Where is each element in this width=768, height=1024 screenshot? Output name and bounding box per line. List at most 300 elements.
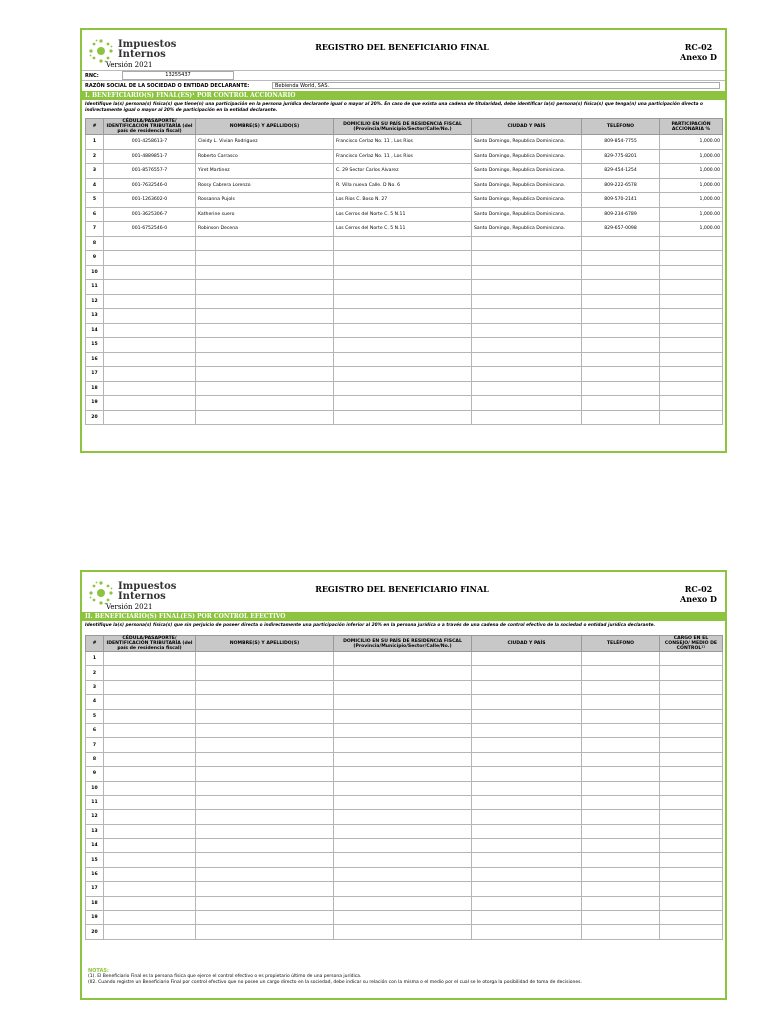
phone-cell[interactable] xyxy=(582,752,660,766)
id-cell[interactable] xyxy=(104,853,196,867)
id-cell[interactable]: 001-7632546-0 xyxy=(104,178,196,193)
name-cell[interactable] xyxy=(196,396,334,411)
form-code xyxy=(680,42,717,62)
phone-cell[interactable]: 829-657-0098 xyxy=(582,222,660,237)
phone-cell[interactable] xyxy=(582,911,660,925)
phone-cell[interactable] xyxy=(582,824,660,838)
city-cell[interactable] xyxy=(472,236,582,251)
city-cell[interactable] xyxy=(472,410,582,425)
name-cell[interactable] xyxy=(196,709,334,723)
table-row xyxy=(86,149,723,164)
table-row xyxy=(86,280,723,295)
row-number: 8 xyxy=(86,752,104,766)
address-cell[interactable] xyxy=(334,824,472,838)
address-cell[interactable]: R. Villa nueva Calle. D No. 6 xyxy=(334,178,472,193)
address-cell[interactable] xyxy=(334,236,472,251)
phone-cell[interactable] xyxy=(582,925,660,939)
row-number: 20 xyxy=(86,410,104,425)
table-row xyxy=(86,222,723,237)
control-cell[interactable] xyxy=(660,824,723,838)
control-cell[interactable] xyxy=(660,666,723,680)
id-cell[interactable] xyxy=(104,280,196,295)
city-cell[interactable] xyxy=(472,795,582,809)
name-cell[interactable] xyxy=(196,338,334,353)
phone-cell[interactable] xyxy=(582,795,660,809)
control-cell[interactable] xyxy=(660,781,723,795)
city-cell[interactable] xyxy=(472,381,582,396)
city-cell[interactable] xyxy=(472,867,582,881)
address-cell[interactable] xyxy=(334,853,472,867)
id-cell[interactable] xyxy=(104,367,196,382)
address-cell[interactable]: Los Cerros del Norte C. 5 N.11 xyxy=(334,207,472,222)
row-number: 7 xyxy=(86,222,104,237)
table-row xyxy=(86,767,723,781)
control-cell[interactable] xyxy=(660,795,723,809)
phone-cell[interactable] xyxy=(582,280,660,295)
control-cell[interactable] xyxy=(660,723,723,737)
city-cell[interactable] xyxy=(472,781,582,795)
id-cell[interactable] xyxy=(104,680,196,694)
name-cell[interactable] xyxy=(196,680,334,694)
phone-cell[interactable] xyxy=(582,695,660,709)
participation-cell[interactable]: 1,000.00 xyxy=(660,207,723,222)
city-cell[interactable] xyxy=(472,738,582,752)
form-annex: Anexo D xyxy=(680,594,717,604)
address-cell[interactable]: Los Rios C. Boso N. 27 xyxy=(334,193,472,208)
id-cell[interactable] xyxy=(104,723,196,737)
address-cell[interactable] xyxy=(334,767,472,781)
address-cell[interactable] xyxy=(334,867,472,881)
phone-cell[interactable] xyxy=(582,367,660,382)
address-cell[interactable]: Los Cerros del Norte C. 5 N.11 xyxy=(334,222,472,237)
phone-cell[interactable] xyxy=(582,396,660,411)
id-cell[interactable] xyxy=(104,251,196,266)
id-cell[interactable] xyxy=(104,396,196,411)
id-cell[interactable]: 001-3625306-7 xyxy=(104,207,196,222)
table-row xyxy=(86,752,723,766)
table-row xyxy=(86,824,723,838)
name-cell[interactable] xyxy=(196,795,334,809)
table-row xyxy=(86,164,723,179)
id-cell[interactable] xyxy=(104,709,196,723)
address-cell[interactable]: Francisco Cerlaz No. 11 , Los Rios xyxy=(334,149,472,164)
column-header: PARTICIPACIÓN ACCIONARIA % xyxy=(660,119,723,135)
address-cell[interactable] xyxy=(334,810,472,824)
id-cell[interactable] xyxy=(104,767,196,781)
city-cell[interactable] xyxy=(472,709,582,723)
id-cell[interactable] xyxy=(104,925,196,939)
control-cell[interactable] xyxy=(660,867,723,881)
row-number: 2 xyxy=(86,666,104,680)
phone-cell[interactable]: 809-234-6789 xyxy=(582,207,660,222)
row-number: 17 xyxy=(86,367,104,382)
id-cell[interactable] xyxy=(104,666,196,680)
phone-cell[interactable] xyxy=(582,723,660,737)
id-cell[interactable] xyxy=(104,795,196,809)
phone-cell[interactable] xyxy=(582,738,660,752)
name-cell[interactable] xyxy=(196,294,334,309)
name-cell[interactable] xyxy=(196,280,334,295)
column-header: CIUDAD Y PAÍS xyxy=(472,119,582,135)
control-cell[interactable] xyxy=(660,767,723,781)
participation-cell[interactable]: 1,000.00 xyxy=(660,164,723,179)
address-cell[interactable] xyxy=(334,911,472,925)
name-cell[interactable] xyxy=(196,824,334,838)
participation-cell[interactable] xyxy=(660,323,723,338)
city-cell[interactable]: Santo Domingo, Republica Dominicana. xyxy=(472,222,582,237)
phone-cell[interactable] xyxy=(582,767,660,781)
participation-cell[interactable] xyxy=(660,396,723,411)
participation-cell[interactable]: 1,000.00 xyxy=(660,135,723,150)
name-cell[interactable]: Yiret Martinez xyxy=(196,164,334,179)
participation-cell[interactable]: 1,000.00 xyxy=(660,149,723,164)
name-cell[interactable] xyxy=(196,925,334,939)
table-row xyxy=(86,839,723,853)
id-cell[interactable]: 001-4258613-7 xyxy=(104,135,196,150)
control-cell[interactable] xyxy=(660,911,723,925)
city-cell[interactable] xyxy=(472,925,582,939)
name-cell[interactable] xyxy=(196,695,334,709)
row-number: 1 xyxy=(86,652,104,666)
phone-cell[interactable]: 809-222-6578 xyxy=(582,178,660,193)
table-row xyxy=(86,367,723,382)
section1-instructions: Identifique la(s) persona(s) física(s) que tiene(n) una participación en la persona jurídica declarante igual o mayor al 20%. En caso de que exista una cadena de titularidad, debe identificar la(s) persona(s) física(s) que tenga(n) una participación directa o indirectamente igual o mayor al 20% de participación en la entidad declarante. xyxy=(85,102,703,113)
city-cell[interactable] xyxy=(472,695,582,709)
city-cell[interactable] xyxy=(472,824,582,838)
participation-cell[interactable] xyxy=(660,265,723,280)
city-cell[interactable]: Santo Domingo, Republica Dominicana. xyxy=(472,164,582,179)
phone-cell[interactable] xyxy=(582,882,660,896)
participation-cell[interactable] xyxy=(660,381,723,396)
participation-cell[interactable] xyxy=(660,294,723,309)
razon-social-row xyxy=(82,80,725,91)
control-cell[interactable] xyxy=(660,882,723,896)
table-row xyxy=(86,911,723,925)
control-cell[interactable] xyxy=(660,709,723,723)
address-cell[interactable] xyxy=(334,882,472,896)
address-cell[interactable] xyxy=(334,752,472,766)
phone-cell[interactable] xyxy=(582,709,660,723)
id-cell[interactable] xyxy=(104,294,196,309)
name-cell[interactable] xyxy=(196,911,334,925)
address-cell[interactable] xyxy=(334,652,472,666)
table-row xyxy=(86,338,723,353)
form-code-number: RC-02 xyxy=(684,42,713,52)
table-row xyxy=(86,795,723,809)
id-cell[interactable]: 001-4889851-7 xyxy=(104,149,196,164)
address-cell[interactable] xyxy=(334,410,472,425)
id-cell[interactable] xyxy=(104,236,196,251)
participation-cell[interactable]: 1,000.00 xyxy=(660,222,723,237)
table-row xyxy=(86,251,723,266)
address-cell[interactable] xyxy=(334,280,472,295)
city-cell[interactable] xyxy=(472,911,582,925)
id-cell[interactable] xyxy=(104,265,196,280)
city-cell[interactable]: Santo Domingo, Republica Dominicana. xyxy=(472,135,582,150)
phone-cell[interactable] xyxy=(582,867,660,881)
city-cell[interactable] xyxy=(472,752,582,766)
address-cell[interactable] xyxy=(334,925,472,939)
table-row xyxy=(86,781,723,795)
city-cell[interactable]: Santo Domingo, Republica Dominicana. xyxy=(472,178,582,193)
participation-cell[interactable] xyxy=(660,367,723,382)
city-cell[interactable] xyxy=(472,396,582,411)
control-cell[interactable] xyxy=(660,695,723,709)
city-cell[interactable] xyxy=(472,338,582,353)
table-row xyxy=(86,709,723,723)
form-sheet-1 xyxy=(80,28,727,453)
id-cell[interactable] xyxy=(104,882,196,896)
name-cell[interactable]: Rossy Cabrera Lorenzo xyxy=(196,178,334,193)
address-cell[interactable] xyxy=(334,709,472,723)
row-number: 12 xyxy=(86,294,104,309)
id-cell[interactable] xyxy=(104,911,196,925)
id-cell[interactable] xyxy=(104,309,196,324)
address-cell[interactable]: Francisco Cerlaz No. 11 , Los Rios xyxy=(334,135,472,150)
name-cell[interactable] xyxy=(196,323,334,338)
row-number: 5 xyxy=(86,709,104,723)
id-cell[interactable] xyxy=(104,738,196,752)
name-cell[interactable] xyxy=(196,896,334,910)
id-cell[interactable] xyxy=(104,896,196,910)
address-cell[interactable] xyxy=(334,323,472,338)
phone-cell[interactable] xyxy=(582,294,660,309)
city-cell[interactable] xyxy=(472,323,582,338)
id-cell[interactable] xyxy=(104,338,196,353)
id-cell[interactable] xyxy=(104,752,196,766)
id-cell[interactable]: 001-8576557-7 xyxy=(104,164,196,179)
participation-cell[interactable] xyxy=(660,352,723,367)
name-cell[interactable] xyxy=(196,781,334,795)
name-cell[interactable] xyxy=(196,236,334,251)
phone-cell[interactable] xyxy=(582,381,660,396)
control-cell[interactable] xyxy=(660,738,723,752)
phone-cell[interactable]: 809-570-2141 xyxy=(582,193,660,208)
table-row xyxy=(86,193,723,208)
row-number: 7 xyxy=(86,738,104,752)
participation-cell[interactable] xyxy=(660,309,723,324)
address-cell[interactable]: C. 29 Sector Carlos Alvarez xyxy=(334,164,472,179)
row-number: 4 xyxy=(86,695,104,709)
note-2: (II2. Cuando registre un Beneficiario Final por control efectivo que no posee un cargo directo en la sociedad, debe indicar su relación con la misma o el medio por el cual se le otorga la posibilidad de toma de decisiones. xyxy=(88,980,582,985)
address-cell[interactable] xyxy=(334,896,472,910)
name-cell[interactable] xyxy=(196,752,334,766)
city-cell[interactable]: Santo Domingo, Republica Dominicana. xyxy=(472,193,582,208)
id-cell[interactable] xyxy=(104,381,196,396)
id-cell[interactable] xyxy=(104,410,196,425)
phone-cell[interactable] xyxy=(582,666,660,680)
name-cell[interactable] xyxy=(196,867,334,881)
row-number: 11 xyxy=(86,795,104,809)
address-cell[interactable] xyxy=(334,781,472,795)
table-row xyxy=(86,867,723,881)
address-cell[interactable] xyxy=(334,738,472,752)
participation-cell[interactable]: 1,000.00 xyxy=(660,193,723,208)
form-title: REGISTRO DEL BENEFICIARIO FINAL xyxy=(315,584,489,594)
name-cell[interactable] xyxy=(196,381,334,396)
table-row xyxy=(86,896,723,910)
control-cell[interactable] xyxy=(660,839,723,853)
name-cell[interactable] xyxy=(196,666,334,680)
phone-cell[interactable] xyxy=(582,853,660,867)
city-cell[interactable] xyxy=(472,280,582,295)
participation-cell[interactable] xyxy=(660,236,723,251)
address-cell[interactable] xyxy=(334,666,472,680)
phone-cell[interactable] xyxy=(582,680,660,694)
id-cell[interactable] xyxy=(104,323,196,338)
city-cell[interactable] xyxy=(472,882,582,896)
participation-cell[interactable] xyxy=(660,410,723,425)
city-cell[interactable] xyxy=(472,251,582,266)
column-header: CARGO EN EL CONSEJO/ MEDIO DE CONTROL¹¹ xyxy=(660,636,723,652)
id-cell[interactable] xyxy=(104,867,196,881)
address-cell[interactable] xyxy=(334,265,472,280)
name-cell[interactable] xyxy=(196,738,334,752)
city-cell[interactable] xyxy=(472,723,582,737)
control-cell[interactable] xyxy=(660,896,723,910)
phone-cell[interactable] xyxy=(582,338,660,353)
row-number: 16 xyxy=(86,867,104,881)
row-number: 20 xyxy=(86,925,104,939)
phone-cell[interactable] xyxy=(582,265,660,280)
name-cell[interactable] xyxy=(196,410,334,425)
city-cell[interactable] xyxy=(472,367,582,382)
city-cell[interactable] xyxy=(472,666,582,680)
form-title: REGISTRO DEL BENEFICIARIO FINAL xyxy=(315,42,489,52)
row-number: 4 xyxy=(86,178,104,193)
city-cell[interactable] xyxy=(472,652,582,666)
address-cell[interactable] xyxy=(334,309,472,324)
city-cell[interactable]: Santo Domingo, Republica Dominicana. xyxy=(472,207,582,222)
address-cell[interactable] xyxy=(334,695,472,709)
name-cell[interactable] xyxy=(196,309,334,324)
row-number: 13 xyxy=(86,824,104,838)
phone-cell[interactable] xyxy=(582,781,660,795)
rnc-field[interactable]: 13255437 xyxy=(122,71,234,80)
city-cell[interactable] xyxy=(472,839,582,853)
city-cell[interactable] xyxy=(472,680,582,694)
control-cell[interactable] xyxy=(660,652,723,666)
address-cell[interactable] xyxy=(334,294,472,309)
phone-cell[interactable] xyxy=(582,410,660,425)
name-cell[interactable]: Roberto Carrasco xyxy=(196,149,334,164)
phone-cell[interactable] xyxy=(582,352,660,367)
participation-cell[interactable]: 1,000.00 xyxy=(660,178,723,193)
participation-cell[interactable] xyxy=(660,280,723,295)
form-annex: Anexo D xyxy=(680,52,717,62)
brand-name xyxy=(118,582,176,602)
name-cell[interactable] xyxy=(196,251,334,266)
participation-cell[interactable] xyxy=(660,338,723,353)
id-cell[interactable] xyxy=(104,352,196,367)
phone-cell[interactable]: 829-454-1254 xyxy=(582,164,660,179)
control-cell[interactable] xyxy=(660,680,723,694)
row-number: 9 xyxy=(86,767,104,781)
name-cell[interactable]: Robinson Decena xyxy=(196,222,334,237)
participation-cell[interactable] xyxy=(660,251,723,266)
id-cell[interactable]: 001-6752546-0 xyxy=(104,222,196,237)
city-cell[interactable] xyxy=(472,309,582,324)
address-cell[interactable] xyxy=(334,396,472,411)
phone-cell[interactable] xyxy=(582,251,660,266)
phone-cell[interactable]: 829-775-8201 xyxy=(582,149,660,164)
address-cell[interactable] xyxy=(334,367,472,382)
name-cell[interactable]: Cleidy L. Vivian Rodriguez xyxy=(196,135,334,150)
name-cell[interactable] xyxy=(196,723,334,737)
row-number: 1 xyxy=(86,135,104,150)
column-header: CIUDAD Y PAÍS xyxy=(472,636,582,652)
phone-cell[interactable] xyxy=(582,896,660,910)
control-cell[interactable] xyxy=(660,810,723,824)
name-cell[interactable] xyxy=(196,810,334,824)
city-cell[interactable] xyxy=(472,767,582,781)
name-cell[interactable] xyxy=(196,352,334,367)
address-cell[interactable] xyxy=(334,381,472,396)
name-cell[interactable] xyxy=(196,839,334,853)
phone-cell[interactable]: 809-854-7755 xyxy=(582,135,660,150)
row-number: 18 xyxy=(86,381,104,396)
notes-block xyxy=(88,968,582,986)
address-cell[interactable] xyxy=(334,839,472,853)
phone-cell[interactable] xyxy=(582,839,660,853)
city-cell[interactable] xyxy=(472,853,582,867)
phone-cell[interactable] xyxy=(582,323,660,338)
id-cell[interactable] xyxy=(104,839,196,853)
id-cell[interactable] xyxy=(104,824,196,838)
name-cell[interactable] xyxy=(196,367,334,382)
phone-cell[interactable] xyxy=(582,236,660,251)
city-cell[interactable]: Santo Domingo, Republica Dominicana. xyxy=(472,149,582,164)
city-cell[interactable] xyxy=(472,810,582,824)
address-cell[interactable] xyxy=(334,338,472,353)
address-cell[interactable] xyxy=(334,680,472,694)
name-cell[interactable] xyxy=(196,882,334,896)
brand-line1: Impuestos xyxy=(118,581,177,592)
control-cell[interactable] xyxy=(660,752,723,766)
address-cell[interactable] xyxy=(334,795,472,809)
id-cell[interactable] xyxy=(104,695,196,709)
city-cell[interactable] xyxy=(472,294,582,309)
address-cell[interactable] xyxy=(334,251,472,266)
form-sheet-2 xyxy=(80,570,727,1000)
id-cell[interactable] xyxy=(104,781,196,795)
city-cell[interactable] xyxy=(472,265,582,280)
name-cell[interactable] xyxy=(196,767,334,781)
id-cell[interactable] xyxy=(104,810,196,824)
id-cell[interactable] xyxy=(104,652,196,666)
phone-cell[interactable] xyxy=(582,652,660,666)
city-cell[interactable] xyxy=(472,352,582,367)
row-number: 16 xyxy=(86,352,104,367)
id-cell[interactable]: 001-1263602-0 xyxy=(104,193,196,208)
table-row xyxy=(86,396,723,411)
city-cell[interactable] xyxy=(472,896,582,910)
brand-line2: Internos xyxy=(118,591,166,602)
name-cell[interactable]: Katherine suero xyxy=(196,207,334,222)
name-cell[interactable] xyxy=(196,853,334,867)
address-cell[interactable] xyxy=(334,352,472,367)
name-cell[interactable]: Rossanna Pujols xyxy=(196,193,334,208)
name-cell[interactable] xyxy=(196,265,334,280)
row-number: 2 xyxy=(86,149,104,164)
control-cell[interactable] xyxy=(660,925,723,939)
phone-cell[interactable] xyxy=(582,309,660,324)
address-cell[interactable] xyxy=(334,723,472,737)
name-cell[interactable] xyxy=(196,652,334,666)
phone-cell[interactable] xyxy=(582,810,660,824)
razon-social-field[interactable]: Bebienda World, SAS. xyxy=(272,82,720,89)
control-cell[interactable] xyxy=(660,853,723,867)
